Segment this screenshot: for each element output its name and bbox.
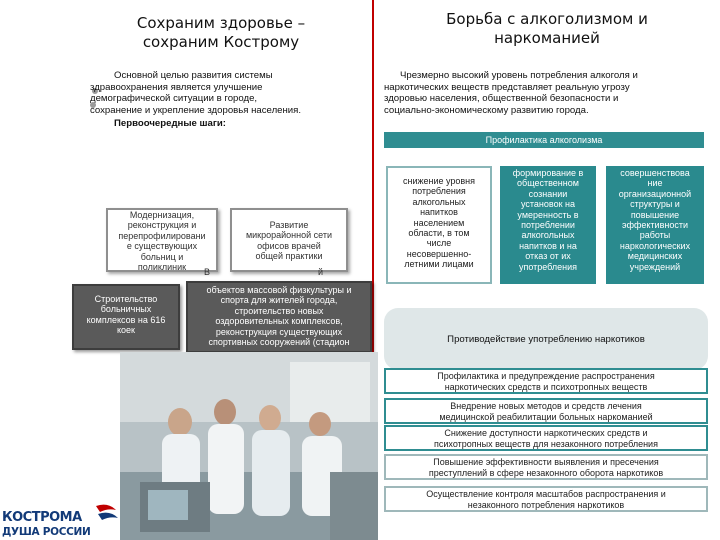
alcohol-col-line: алкогольных (412, 196, 466, 207)
modernization-line: е существующих (126, 241, 198, 252)
right-intro-line-3: здоровью населения, общественной безопасности и (384, 93, 619, 105)
first-steps-label: Первоочередные шаги: (114, 118, 226, 129)
alcohol-col-line: структуры и (630, 199, 680, 210)
alcohol-col-line: сознании (528, 188, 568, 199)
modernization-line: реконструкция и (127, 220, 197, 231)
alcohol-col-line: ние (647, 178, 663, 189)
drug-measure-box (384, 398, 708, 424)
drug-measure-line: Повышение эффективности выявления и пресечения (433, 457, 659, 467)
sport-line: реконструкция существующих (215, 326, 343, 337)
logo-line-2: ДУША РОССИИ (2, 526, 91, 538)
drug-measure-line: медицинской реабилитации больных наркоманией (439, 412, 653, 422)
sport-line: строительство новых (234, 305, 324, 316)
sport-box (186, 281, 372, 353)
alcohol-col-line: области, в том (408, 228, 470, 239)
microdistrict-line: офисов врачей (257, 240, 321, 251)
alcohol-col-line: летними лицами (404, 259, 474, 270)
left-title (86, 14, 356, 52)
modernization-line: больниц и (140, 251, 184, 262)
alcohol-prevention-bar: Профилактика алкоголизма (384, 132, 704, 148)
left-intro (90, 70, 360, 116)
left-intro-line-3: демографической ситуации в городе, (90, 93, 258, 105)
modernization-line: Модернизация, (129, 210, 195, 220)
right-title (392, 10, 702, 48)
alcohol-col-line: повышение (630, 209, 680, 220)
construction-line: комплексов на 616 (86, 314, 166, 325)
alcohol-col-line: отказ от их (525, 251, 571, 262)
alcohol-col-line: установок на (521, 199, 575, 210)
right-intro (384, 70, 704, 116)
drug-measure-line: преступлений в сфере незаконного оборота наркотиков (428, 468, 664, 478)
drug-measure-line: Профилактика и предупреждение распространения (437, 371, 655, 381)
microdistrict-line: микрорайонной сети (245, 230, 333, 241)
alcohol-col-line: учреждений (629, 261, 681, 272)
microdistrict-line: Развитие (269, 220, 309, 230)
alcohol-col-line: эффективности (621, 220, 688, 231)
alcohol-col-line: снижение уровня (402, 176, 476, 186)
left-intro-line-4: сохранение и укрепление здоровья населения. (90, 104, 302, 116)
right-title-line-1: Борьба с алкоголизмом и (446, 10, 648, 28)
sport-line: спорта для жителей города, (220, 295, 338, 306)
modernization-line: поликлиник (137, 262, 187, 272)
left-title-line-2: сохраним Кострому (142, 33, 300, 51)
alcohol-col-line: напитков и на (519, 240, 577, 251)
left-title-line-1: Сохраним здоровье – (136, 14, 306, 32)
alcohol-col-line: напитков (420, 207, 458, 218)
sport-line: спортивных сооружений (стадион (208, 337, 350, 348)
alcohol-col-line: числе (426, 238, 452, 249)
drugs-panel-title: Противодействие употреблению наркотиков (447, 334, 645, 345)
drug-measure-box (384, 368, 708, 394)
left-intro-line-2: здравоохранения является улучшение (90, 81, 263, 93)
modernization-line: перепрофилировани (118, 230, 206, 241)
construction-line: коек (117, 325, 135, 336)
alcohol-column-1 (386, 166, 492, 284)
alcohol-col-line: общественном (517, 178, 579, 189)
alcohol-col-line: организационной (618, 188, 692, 199)
alcohol-col-line: работы (639, 230, 671, 241)
construction-line: больничных (100, 304, 152, 315)
construction-line: Строительство (94, 294, 158, 304)
alcohol-col-line: потреблении (521, 220, 575, 231)
kostroma-logo (0, 500, 120, 540)
alcohol-col-line: формирование в (512, 168, 584, 178)
drug-measure-box (384, 425, 708, 451)
logo-line-1: КОСТРОМА (2, 510, 82, 525)
overlap-letter: й (318, 267, 324, 277)
medical-staff-photo (120, 352, 378, 540)
drug-measure-line: Осуществление контроля масштабов распространения и (426, 489, 666, 499)
microdistrict-box (230, 208, 348, 272)
alcohol-col-line: несовершенно- (406, 248, 472, 259)
left-intro-line-1: Основной целью развития системы (114, 70, 273, 81)
drug-measure-line: наркотических средств и психотропных веществ (444, 382, 648, 392)
alcohol-col-line: потребления (412, 186, 466, 197)
drug-measure-line: незаконного потребления наркотиков (467, 500, 625, 510)
drug-measure-line: психотропных веществ для незаконного потребления (434, 439, 658, 449)
right-intro-line-4: социально-экономическому развитию города. (384, 104, 589, 116)
alcohol-col-line: совершенствова (620, 168, 690, 178)
microdistrict-line: общей практики (255, 251, 323, 262)
construction-box (72, 284, 180, 350)
alcohol-col-line: умеренность в (517, 209, 579, 220)
modernization-box (106, 208, 218, 272)
overlap-letter: В (204, 267, 211, 277)
alcohol-col-line: употребления (518, 261, 578, 272)
right-intro-line-1: Чрезмерно высокий уровень потребления алкоголя и (400, 70, 638, 81)
alcohol-col-line: наркологических (619, 240, 691, 251)
alcohol-col-line: алкогольных (521, 230, 575, 241)
drug-measure-line: Снижение доступности наркотических средств и (444, 428, 648, 438)
sport-line: оздоровительных комплексов, (215, 316, 343, 327)
sport-line: объектов массовой физкультуры и (206, 285, 352, 295)
drug-measure-box (384, 486, 708, 512)
drug-measure-line: Внедрение новых методов и средств лечения (450, 401, 642, 411)
alcohol-col-line: населением (413, 217, 465, 228)
alcohol-col-line: медицинских (627, 251, 683, 262)
right-intro-line-2: наркотических веществ представляет реальную угрозу (384, 81, 630, 93)
drug-measure-box (384, 454, 708, 480)
alcohol-column-2 (500, 166, 596, 284)
right-title-line-2: наркоманией (494, 29, 600, 47)
alcohol-column-3 (606, 166, 704, 284)
